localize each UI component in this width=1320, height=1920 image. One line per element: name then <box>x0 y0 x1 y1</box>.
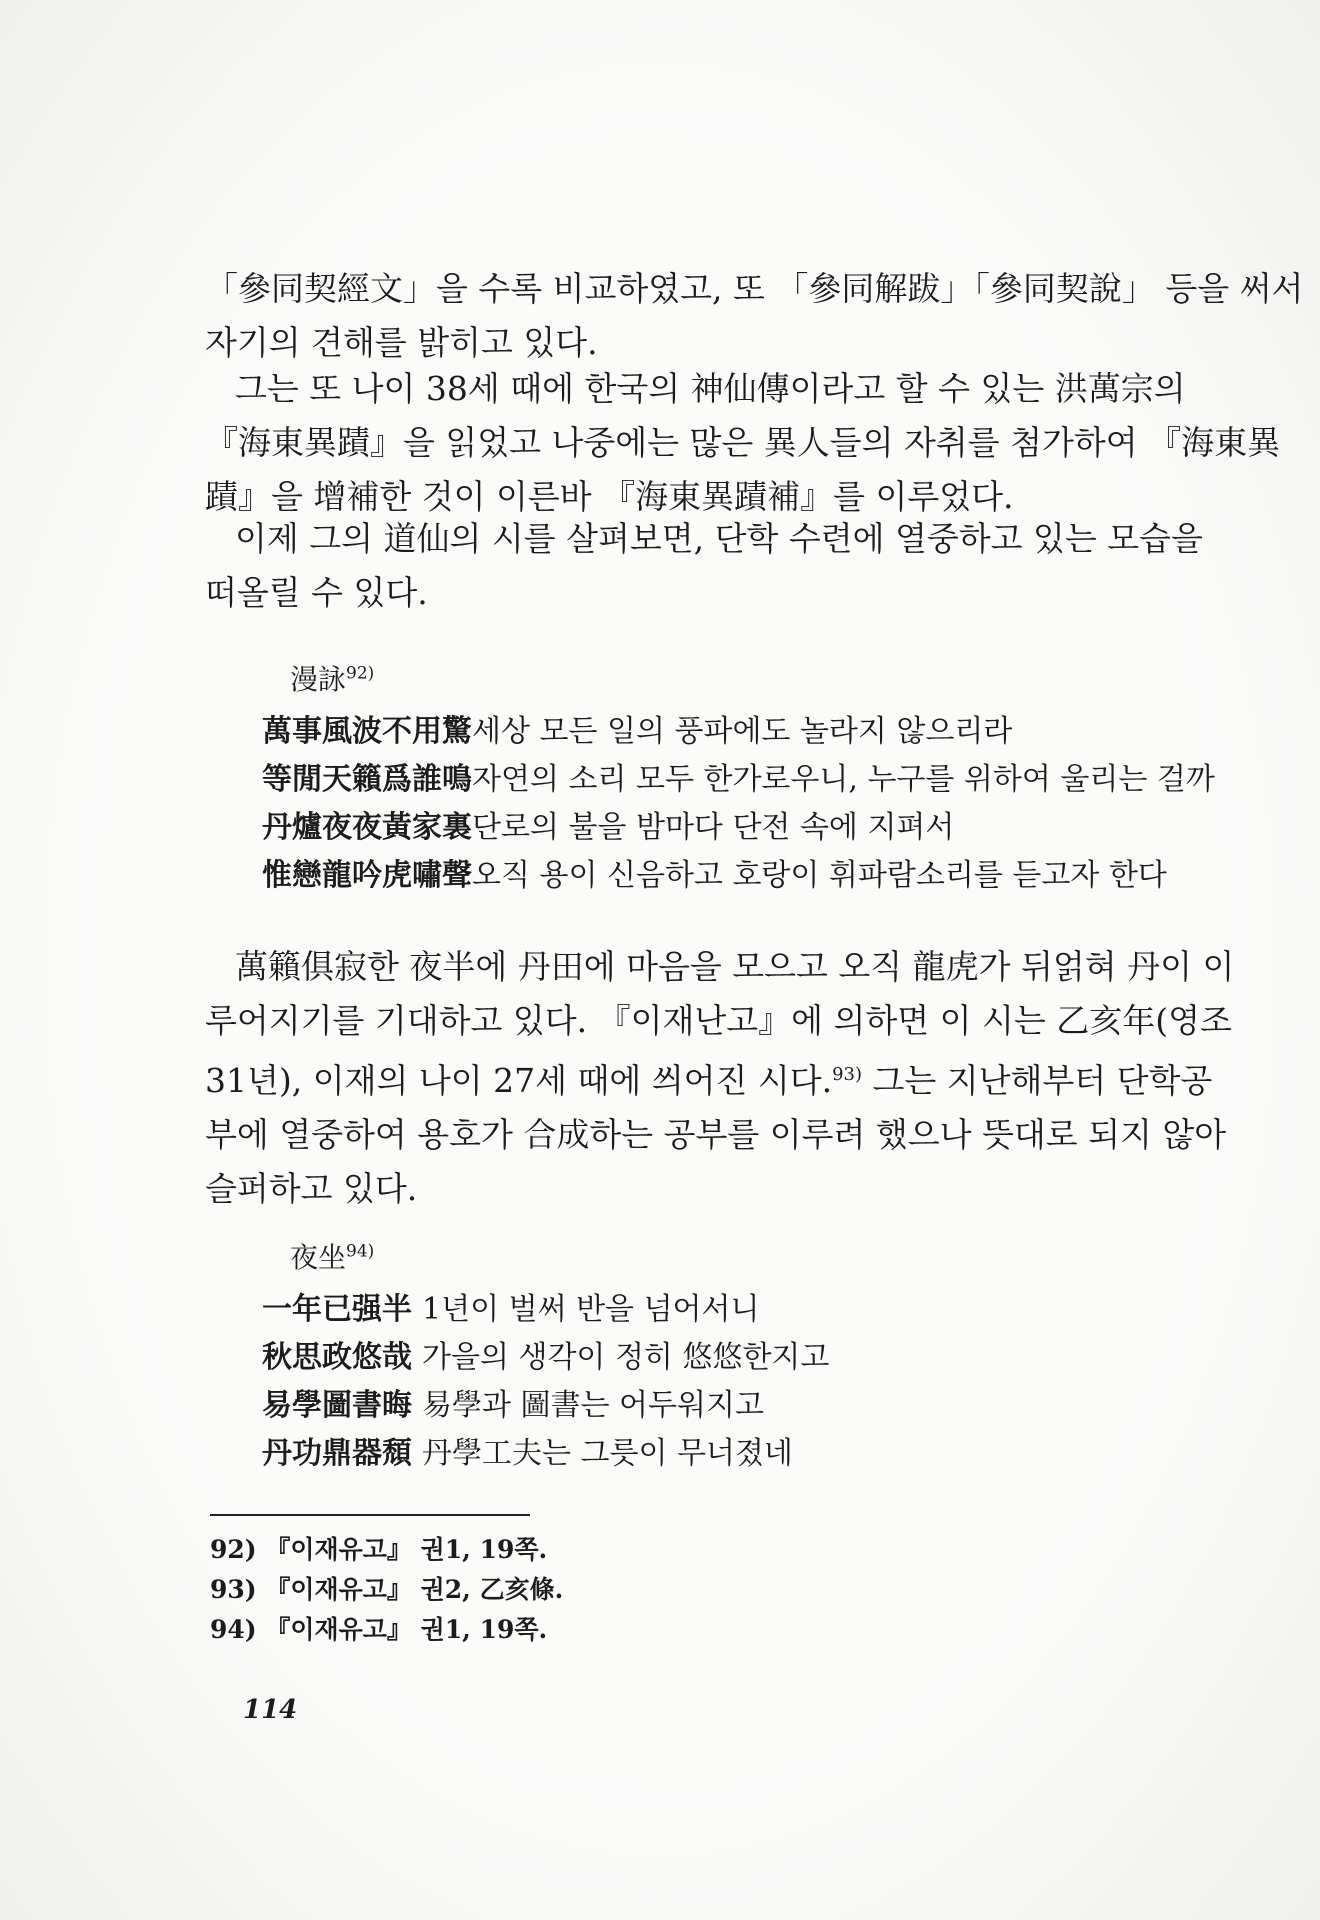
poem-line <box>262 848 1182 896</box>
poem-title-text: 漫詠 <box>290 663 347 696</box>
poem-1 <box>262 704 1215 896</box>
text-line: 「參同契經文」을 수록 비교하였고, 또 「參同解跋」「參同契說」 등을 써서 <box>205 269 1304 308</box>
paragraph-4 <box>205 940 1235 1216</box>
poem-title-text: 夜坐 <box>290 1241 347 1274</box>
text-line: 슬퍼하고 있다. <box>205 1169 418 1208</box>
poem-line <box>262 704 1182 752</box>
poem-line <box>262 752 1215 800</box>
paragraph-3 <box>205 512 1203 620</box>
footnote: 92) 『이재유고』 권1, 19쪽. <box>210 1535 548 1564</box>
text-line: 루어지기를 기대하고 있다. 『이재난고』에 의하면 이 시는 乙亥年(영조 <box>205 1001 1232 1040</box>
poem-translation: 세상 모든 일의 풍파에도 놀라지 않으리라 <box>472 714 1013 749</box>
poem-translation: 丹學工夫는 그릇이 무너졌네 <box>422 1436 793 1471</box>
text-line: 蹟』을 增補한 것이 이른바 『海東異蹟補』를 이루었다. <box>205 477 1014 516</box>
poem-translation: 자연의 소리 모두 한가로우니, 누구를 위하여 울리는 걸까 <box>472 762 1215 797</box>
poem-line <box>262 1282 1182 1330</box>
poem-line <box>262 800 1182 848</box>
poem-hanja: 等閒天籟爲誰鳴 <box>262 762 472 797</box>
text-line <box>205 1048 1213 1108</box>
paragraph-1 <box>205 262 1304 370</box>
poem-hanja: 一年已强半 <box>262 1292 412 1327</box>
poem-line <box>262 1330 1182 1378</box>
footnote: 93) 『이재유고』 권2, 乙亥條. <box>210 1575 564 1604</box>
footnotes <box>210 1530 563 1650</box>
footnote-ref: 92) <box>346 663 375 684</box>
text-line: 이제 그의 道仙의 시를 살펴보면, 단학 수련에 열중하고 있는 모습을 <box>235 519 1203 558</box>
paragraph-2 <box>205 362 1281 524</box>
poem-translation: 1년이 벌써 반을 넘어서니 <box>422 1292 760 1327</box>
text-line: 그는 또 나이 38세 때에 한국의 神仙傳이라고 할 수 있는 洪萬宗의 <box>235 369 1186 408</box>
page-number: 114 <box>243 1695 298 1725</box>
poem-translation: 易學과 圖書는 어두워지고 <box>422 1388 764 1423</box>
footnote-divider <box>210 1514 530 1516</box>
poem-title <box>290 658 374 698</box>
footnote-ref: 94) <box>346 1241 375 1262</box>
poem-hanja: 萬事風波不用驚 <box>262 714 472 749</box>
footnote-ref: 93) <box>832 1064 863 1085</box>
poem-translation: 가을의 생각이 정히 悠悠한지고 <box>422 1340 830 1375</box>
poem-hanja: 秋思政悠哉 <box>262 1340 412 1375</box>
poem-translation: 오직 용이 신음하고 호랑이 휘파람소리를 듣고자 한다 <box>472 858 1167 893</box>
poem-2 <box>262 1282 1182 1474</box>
text-segment: 31년), 이재의 나이 27세 때에 씌어진 시다. <box>205 1061 833 1100</box>
poem-hanja: 丹爐夜夜黃家裏 <box>262 810 472 845</box>
footnote: 94) 『이재유고』 권1, 19쪽. <box>210 1615 548 1644</box>
poem-line <box>262 1426 1182 1474</box>
text-line: 자기의 견해를 밝히고 있다. <box>205 323 598 362</box>
text-line: 萬籟俱寂한 夜半에 丹田에 마음을 모으고 오직 龍虎가 뒤얽혀 丹이 이 <box>235 947 1235 986</box>
text-segment: 그는 지난해부터 단학공 <box>862 1061 1213 1100</box>
poem-title <box>290 1236 374 1276</box>
poem-hanja: 丹功鼎器頹 <box>262 1436 412 1471</box>
poem-hanja: 惟戀龍吟虎嘯聲 <box>262 858 472 893</box>
poem-line <box>262 1378 1182 1426</box>
poem-hanja: 易學圖書晦 <box>262 1388 412 1423</box>
text-line: 부에 열중하여 용호가 合成하는 공부를 이루려 했으나 뜻대로 되지 않아 <box>205 1115 1227 1154</box>
text-line: 떠올릴 수 있다. <box>205 573 428 612</box>
poem-translation: 단로의 불을 밤마다 단전 속에 지펴서 <box>472 810 955 845</box>
text-line: 『海東異蹟』을 읽었고 나중에는 많은 異人들의 자취를 첨가하여 『海東異 <box>205 423 1281 462</box>
